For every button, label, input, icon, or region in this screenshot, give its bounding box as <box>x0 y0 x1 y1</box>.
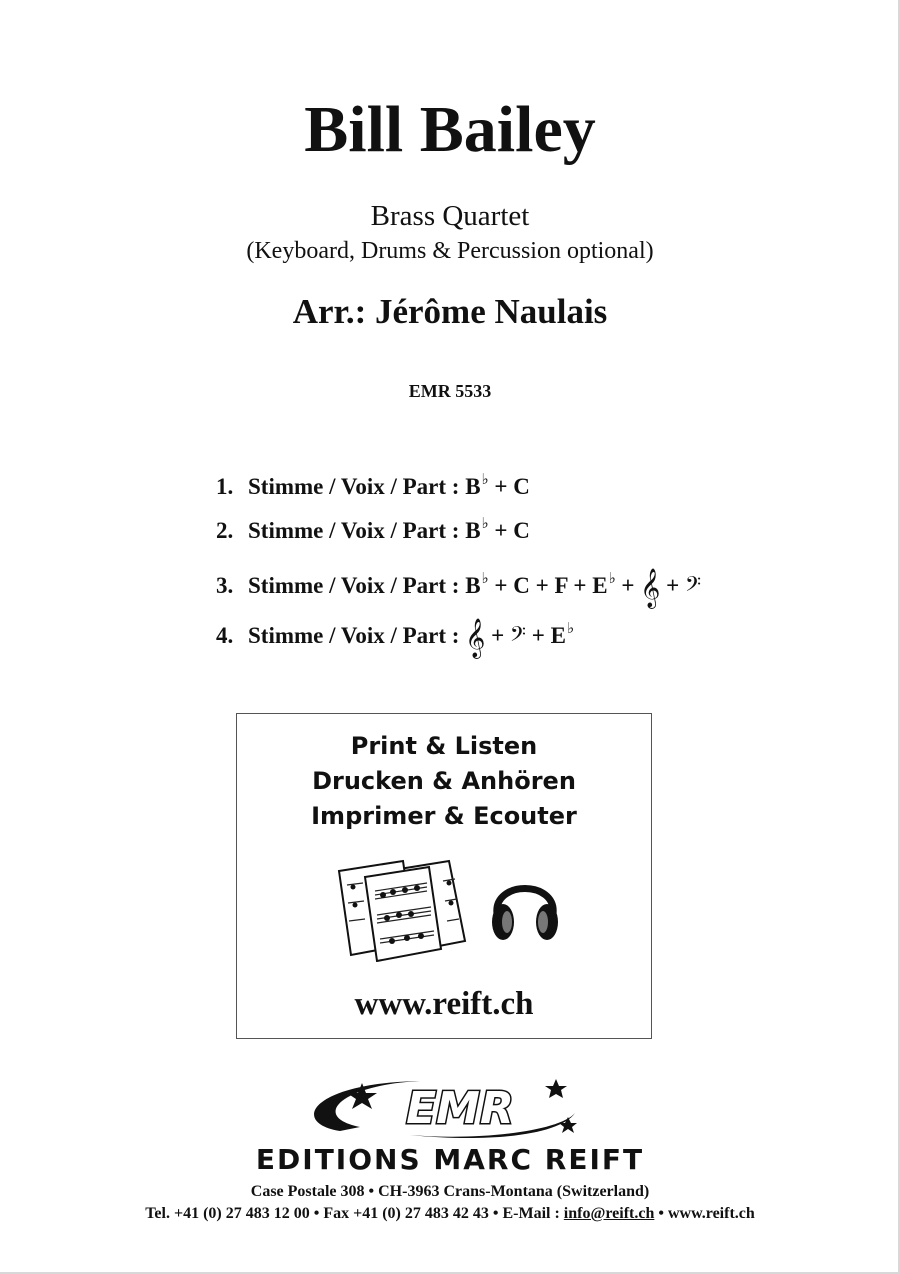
part-keys: B♭ + C <box>465 516 530 543</box>
part-keys: B♭ + C + F + E♭ + 𝄞 + 𝄢 <box>465 568 702 608</box>
print-and-listen-box <box>236 713 652 1039</box>
bass-clef-icon: 𝄢 <box>509 622 526 651</box>
catalog-number: EMR 5533 <box>408 381 492 401</box>
headphones-icon <box>489 864 561 944</box>
publisher-contact <box>0 1205 900 1223</box>
part-row-4 <box>216 612 575 658</box>
part-row-2 <box>216 518 530 544</box>
emr-logo-icon <box>300 1073 600 1141</box>
arranger: Arr.: Jérôme Naulais <box>292 292 608 331</box>
instrumentation-note: (Keyboard, Drums & Percussion optional) <box>246 238 654 264</box>
flat-icon: ♭ <box>608 571 616 587</box>
contact-website[interactable]: • www.reift.ch <box>654 1205 755 1222</box>
flat-icon: ♭ <box>481 472 489 488</box>
part-label: Stimme / Voix / Part : <box>248 623 460 648</box>
flat-icon: ♭ <box>566 621 575 637</box>
part-label: Stimme / Voix / Part : <box>248 474 460 499</box>
email-link[interactable]: info@reift.ch <box>563 1205 655 1222</box>
publisher-name: EDITIONS MARC REIFT <box>255 1143 645 1176</box>
logo-text: EMR <box>406 1083 514 1134</box>
promo-line-english: Print & Listen <box>350 732 538 760</box>
publisher-address: Case Postale 308 • CH-3963 Crans-Montana (Switzerland) <box>250 1183 650 1200</box>
score-title: Bill Bailey <box>304 93 596 166</box>
flat-icon: ♭ <box>481 516 489 532</box>
treble-clef-icon: 𝄞 <box>465 618 486 658</box>
ensemble-subtitle: Brass Quartet <box>370 200 530 232</box>
flat-icon: ♭ <box>481 571 489 587</box>
part-number: 4. <box>216 623 234 648</box>
part-number: 3. <box>216 573 234 598</box>
part-row-1 <box>216 474 530 500</box>
treble-clef-icon: 𝄞 <box>640 568 661 608</box>
part-keys: B♭ + C <box>465 472 530 499</box>
contact-phone-fax: Tel. +41 (0) 27 483 12 00 • Fax +41 (0) 27 483 42 43 • E-Mail : <box>145 1205 564 1222</box>
part-label: Stimme / Voix / Part : <box>248 573 460 598</box>
part-number: 2. <box>216 518 234 543</box>
promo-line-french: Imprimer & Ecouter <box>311 802 577 830</box>
part-label: Stimme / Voix / Part : <box>248 518 460 543</box>
part-row-3 <box>216 562 702 608</box>
sheet-music-icon <box>337 857 467 962</box>
part-number: 1. <box>216 474 234 499</box>
promo-line-german: Drucken & Anhören <box>312 767 576 795</box>
part-keys: 𝄞 + 𝄢 + E♭ <box>465 618 575 658</box>
bass-clef-icon: 𝄢 <box>685 572 702 601</box>
promo-website[interactable]: www.reift.ch <box>354 986 534 1022</box>
